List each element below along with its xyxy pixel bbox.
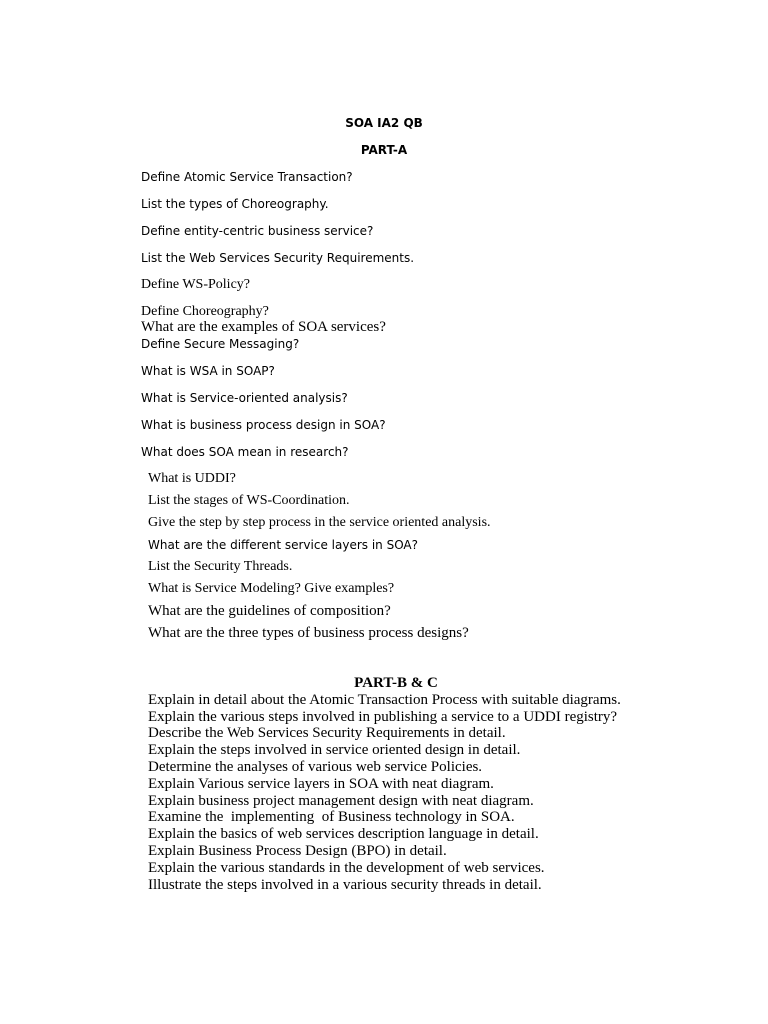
list-item: Illustrate the steps involved in a various security threads in detail. bbox=[148, 877, 542, 893]
list-item: List the stages of WS-Coordination. bbox=[148, 493, 350, 508]
list-item: List the Security Threads. bbox=[148, 559, 293, 574]
list-item: Explain Business Process Design (BPO) in detail. bbox=[148, 843, 447, 859]
part-a-heading: PART-A bbox=[360, 143, 408, 157]
list-item: Define WS-Policy? bbox=[141, 277, 250, 292]
list-item: What are the three types of business process designs? bbox=[148, 625, 469, 641]
list-item: Explain Various service layers in SOA with neat diagram. bbox=[148, 776, 494, 792]
list-item: Examine the implementing of Business technology in SOA. bbox=[148, 809, 515, 825]
list-item: Explain the steps involved in service oriented design in detail. bbox=[148, 742, 521, 758]
list-item: Determine the analyses of various web service Policies. bbox=[148, 759, 483, 775]
list-item: List the Web Services Security Requirements. bbox=[141, 251, 415, 265]
list-item: Define Secure Messaging? bbox=[141, 337, 300, 351]
list-item: What are the guidelines of composition? bbox=[148, 603, 391, 619]
list-item: What is Service-oriented analysis? bbox=[141, 391, 348, 405]
list-item: Give the step by step process in the service oriented analysis. bbox=[148, 515, 491, 530]
document-title: SOA IA2 QB bbox=[345, 116, 423, 130]
list-item: Define Atomic Service Transaction? bbox=[141, 170, 353, 184]
list-item: What are the examples of SOA services? bbox=[141, 319, 386, 335]
list-item: What is WSA in SOAP? bbox=[141, 364, 275, 378]
list-item: List the types of Choreography. bbox=[141, 197, 329, 211]
list-item: Define Choreography? bbox=[141, 304, 269, 319]
list-item: Describe the Web Services Security Requirements in detail. bbox=[148, 725, 506, 741]
part-bc-heading: PART-B & C bbox=[354, 675, 438, 691]
list-item: Explain the basics of web services description language in detail. bbox=[148, 826, 539, 842]
list-item: What is UDDI? bbox=[148, 471, 236, 486]
list-item: What is Service Modeling? Give examples? bbox=[148, 581, 395, 596]
list-item: Explain in detail about the Atomic Transaction Process with suitable diagrams. bbox=[148, 692, 621, 708]
list-item: What is business process design in SOA? bbox=[141, 418, 386, 432]
list-item: Explain the various standards in the development of web services. bbox=[148, 860, 545, 876]
list-item: Explain the various steps involved in publishing a service to a UDDI registry? bbox=[148, 709, 618, 725]
list-item: What are the different service layers in SOA? bbox=[148, 538, 419, 552]
list-item: Define entity-centric business service? bbox=[141, 224, 374, 238]
list-item: Explain business project management design with neat diagram. bbox=[148, 793, 534, 809]
list-item: What does SOA mean in research? bbox=[141, 445, 349, 459]
